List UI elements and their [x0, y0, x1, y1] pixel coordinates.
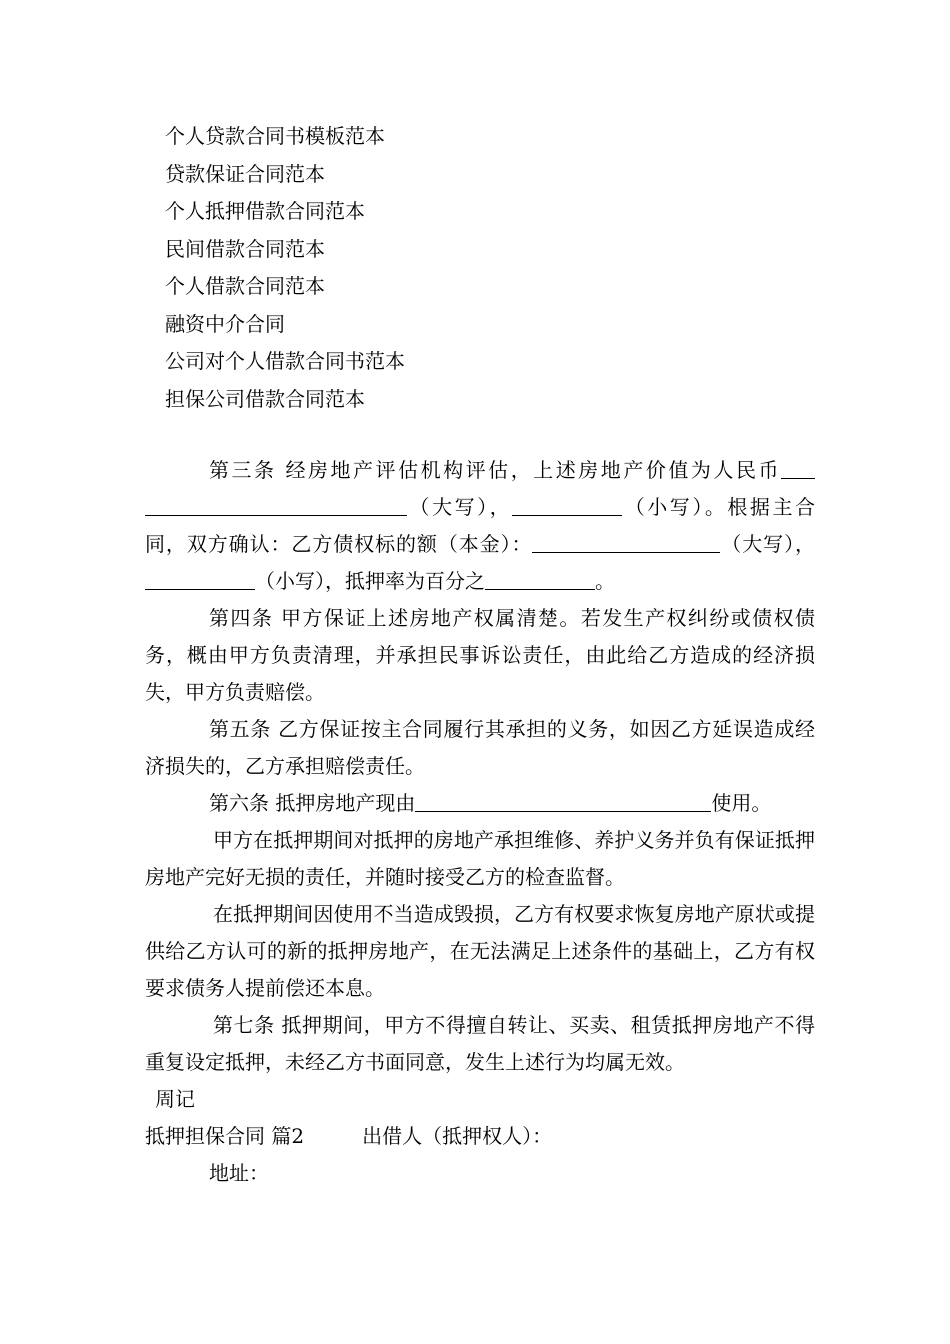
related-link[interactable]: 担保公司借款合同范本 [165, 386, 365, 411]
blank-principal-lowercase [145, 569, 255, 590]
article-3-text-1: 第三条 经房地产评估机构评估，上述房地产价值为人民币 [209, 458, 781, 482]
article-3-text-4: （大写）， [720, 532, 816, 556]
article-3-text-5: （小写），抵押率为百分之 [255, 569, 485, 593]
article-3 [145, 452, 815, 600]
contract-title: 抵押担保合同 篇2 [145, 1124, 305, 1148]
blank-value-uppercase [145, 495, 407, 516]
related-link[interactable]: 个人抵押借款合同范本 [165, 199, 365, 223]
address-label: 地址： [209, 1161, 269, 1185]
blank-user [415, 791, 711, 812]
related-link[interactable]: 民间借款合同范本 [165, 236, 325, 261]
contract-body [145, 452, 815, 1192]
article-6-text-1: 第六条 抵押房地产现由 [209, 791, 416, 815]
article-7: 第七条 抵押期间，甲方不得擅自转让、买卖、租赁抵押房地产不得重复设定抵押，未经乙方书面同意，发生上述行为均属无效。 [145, 1013, 815, 1074]
article-6-text-2: 使用。 [711, 791, 772, 815]
related-links-list [165, 118, 405, 418]
article-6 [145, 785, 815, 822]
article-3-text-2: （大写）， [407, 495, 513, 519]
blank-value-line [781, 458, 815, 479]
blank-value-lowercase [512, 495, 622, 516]
article-5: 第五条 乙方保证按主合同履行其承担的义务，如因乙方延误造成经济损失的，乙方承担赔偿责任。 [145, 717, 815, 778]
paragraph-damage: 在抵押期间因使用不当造成毁损，乙方有权要求恢复房地产原状或提供给乙方认可的新的抵押房地产，在无法满足上述条件的基础上，乙方有权要求债务人提前偿还本息。 [145, 902, 815, 1000]
related-link[interactable]: 贷款保证合同范本 [165, 161, 325, 186]
paragraph-maintenance: 甲方在抵押期间对抵押的房地产承担维修、养护义务并负有保证抵押房地产完好无损的责任，并随时接受乙方的检查监督。 [145, 828, 815, 889]
related-link[interactable]: 融资中介合同 [165, 311, 285, 336]
article-3-text-3: （小写）。根据主合同，双方确认：乙方债权标的额（本金）： [145, 495, 816, 556]
related-link[interactable]: 个人贷款合同书模板范本 [165, 124, 385, 148]
blank-mortgage-rate [485, 569, 595, 590]
blank-principal-uppercase [532, 532, 720, 553]
article-3-text-6: 。 [595, 569, 615, 593]
lender-label: 出借人（抵押权人）： [362, 1124, 553, 1148]
related-link[interactable]: 公司对个人借款合同书范本 [165, 349, 405, 373]
related-link[interactable]: 个人借款合同范本 [165, 274, 325, 298]
article-4: 第四条 甲方保证上述房地产权属清楚。若发生产权纠纷或债权债务，概由甲方负责清理，并承担民事诉讼责任，由此给乙方造成的经济损失，甲方负责赔偿。 [145, 606, 815, 704]
contract-heading-line [145, 1118, 815, 1155]
weekly-link[interactable]: 周记 [155, 1087, 195, 1111]
